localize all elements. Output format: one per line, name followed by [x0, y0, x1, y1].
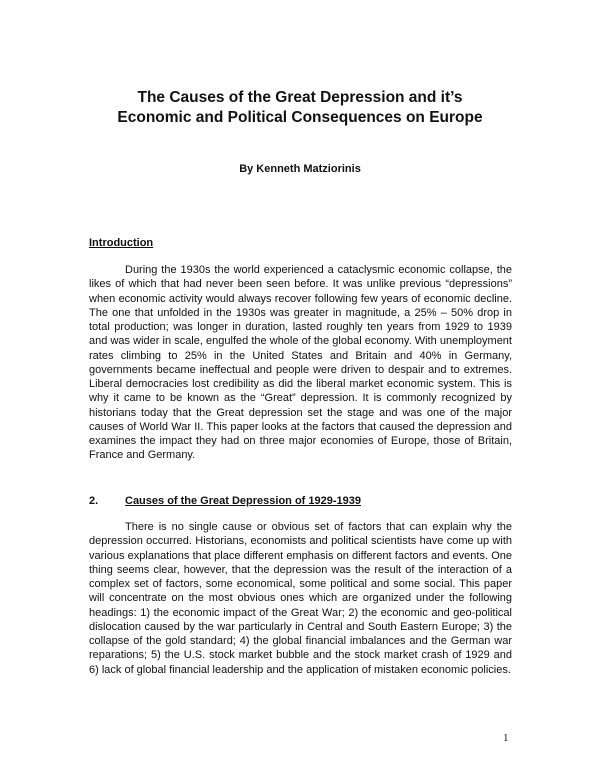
- causes-paragraph: There is no single cause or obvious set of factors that can explain why the depression occurred. Historians, economists and political scientists have come up with various explanations that place different emphasis on different factors and events. One thing seems clear, however, that the depression was the result of the interaction of a complex set of factors, some economical, some political and some social. This paper will concentrate on the most obvious ones which are organized under the following headings: 1) the economic impact of the Great War; 2) the economic and geo-political dislocation caused by the war particularly in Central and South Eastern Europe; 3) the collapse of the gold standard; 4) the global financial imbalances and the German war reparations; 5) the U.S. stock market bubble and the stock market crash of 1929 and 6) lack of global financial leadership and the application of mistaken economic policies.: [89, 521, 512, 676]
- section-2-title: Causes of the Great Depression of 1929-1939: [125, 495, 361, 507]
- section-2-number: 2.: [89, 495, 99, 507]
- paper-title-line-1: The Causes of the Great Depression and it’s: [137, 89, 463, 106]
- paper-title-line-2: Economic and Political Consequences on Europe: [117, 109, 483, 126]
- page-number: 1: [503, 732, 509, 744]
- introduction-heading: Introduction: [89, 237, 154, 249]
- section-2-heading: [89, 494, 361, 508]
- introduction-paragraph: During the 1930s the world experienced a cataclysmic economic collapse, the likes of which that had never been seen before. It was unlike previous “depressions” when economic activity would always recover following few years of economic decline. The one that unfolded in the 1930s was greater in magnitude, a 25% – 50% drop in total production; was longer in duration, lasted roughly ten years from 1929 to 1939 and was wider in scale, engulfed the whole of the global economy. With unemployment rates climbing to 25% in the United States and Britain and 40% in Germany, governments became ineffectual and people were driven to despair and to extremes. Liberal democracies lost credibility as did the liberal market economic system. This is why it came to be known as the “Great” depression. It is commonly recognized by historians today that the Great depression set the stage and was one of the major causes of World War II. This paper looks at the factors that caused the depression and examines the impact they had on three major economies of Europe, those of Britain, France and Germany.: [89, 264, 512, 462]
- paper-author: By Kenneth Matziorinis: [239, 163, 361, 175]
- paper-title: [60, 88, 540, 128]
